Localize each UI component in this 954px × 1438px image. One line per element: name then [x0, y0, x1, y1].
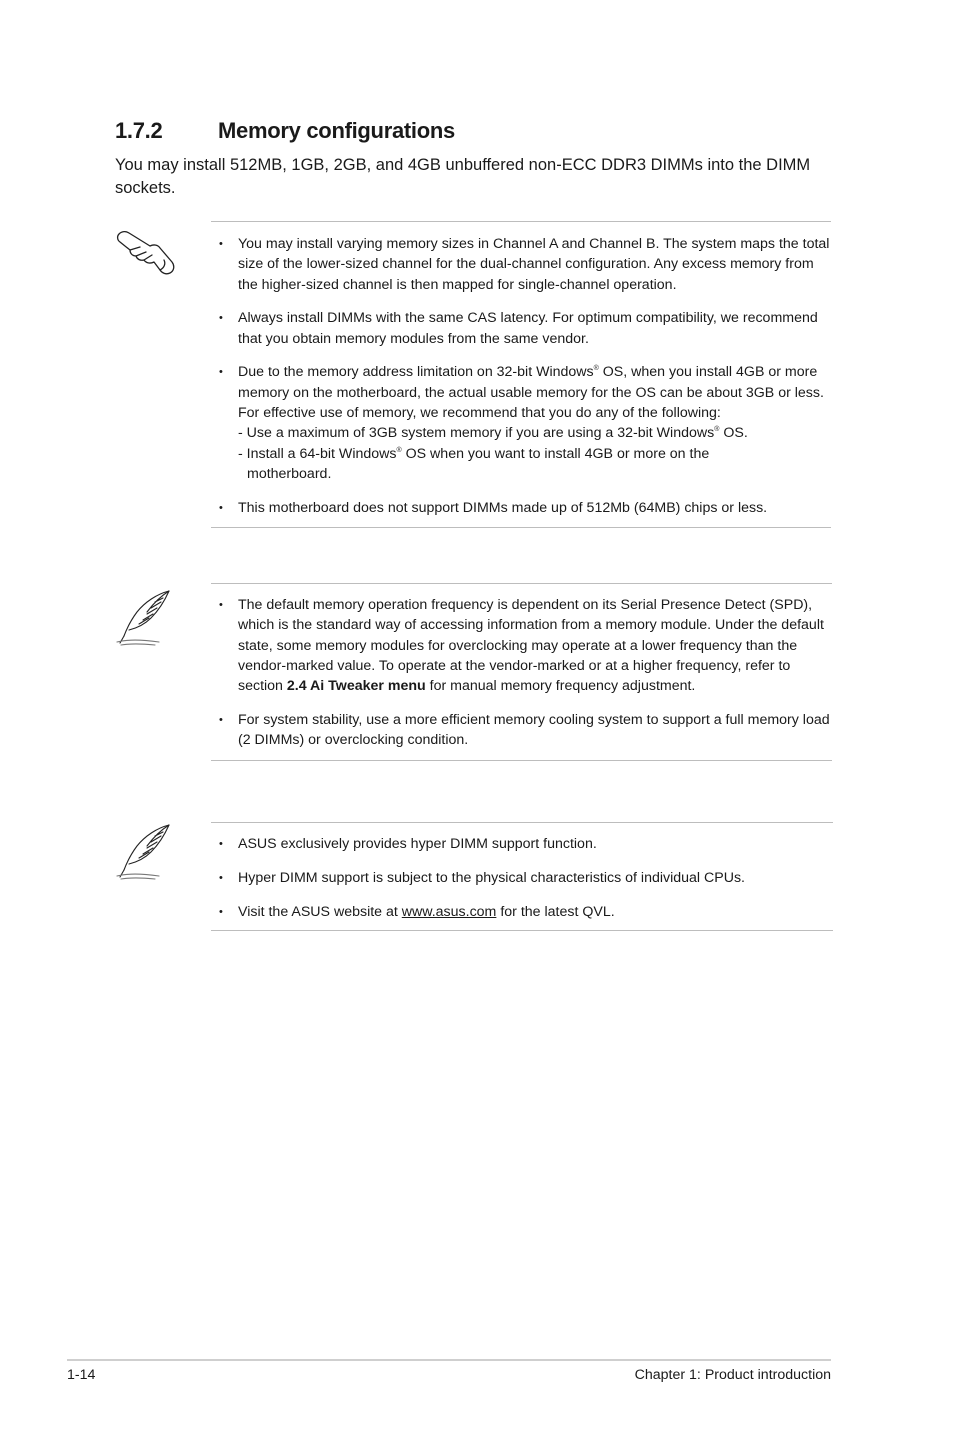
note-box	[211, 822, 833, 931]
note-item-text: The default memory operation frequency is dependent on its Serial Presence Detect (SPD), which is the standard way of accessing information from a memory module. Under the default state, some memory modules for overclocking may operate at a lower frequency than the vendor-marked value. To operate at the vendor-marked or at a higher frequency, refer to section	[238, 597, 824, 695]
section-number: 1.7.2	[115, 118, 163, 143]
bullet: •	[219, 713, 223, 726]
note-item-text: for the latest QVL.	[496, 903, 615, 920]
bullet: •	[219, 838, 223, 850]
section-reference: 2.4 Ai Tweaker menu	[286, 678, 426, 695]
bullet: •	[219, 501, 223, 514]
list-item	[211, 362, 831, 484]
sub-item	[238, 444, 831, 464]
list-item	[211, 710, 832, 751]
note-item-text: For system stability, use a more efficient memory cooling system to support a full memory load (2 DIMMs) or overclocking condition.	[238, 711, 830, 749]
sub-item-text: OS.	[719, 425, 748, 442]
intro-paragraph: You may install 512MB, 1GB, 2GB, and 4GB unbuffered non-ECC DDR3 DIMMs into the DIMM sockets.	[115, 156, 811, 197]
list-item	[211, 834, 833, 854]
footer-divider	[67, 1359, 831, 1361]
bullet: •	[219, 366, 223, 379]
list-item	[211, 902, 833, 922]
note-item-text: for manual memory frequency adjustment.	[425, 678, 696, 695]
sub-item-continuation: motherboard.	[247, 465, 332, 482]
registered-mark: ®	[714, 426, 720, 434]
quill-pen-icon	[115, 588, 175, 646]
list-item	[211, 308, 831, 349]
bullet: •	[219, 599, 223, 611]
caution-box	[211, 221, 831, 528]
quill-pen-icon	[115, 822, 175, 880]
list-item	[211, 595, 832, 696]
list-item	[211, 234, 831, 295]
bullet: •	[219, 905, 223, 918]
caution-item-text: Always install DIMMs with the same CAS latency. For optimum compatibility, we recommend that you obtain memory modules from the same vendor.	[238, 310, 818, 347]
note-box	[211, 583, 832, 761]
sub-item-text: - Install a 64-bit Windows	[238, 445, 397, 462]
note-item-text: Hyper DIMM support is subject to the physical characteristics of individual CPUs.	[238, 869, 746, 886]
sub-item-text: OS when you want to install 4GB or more on the	[401, 445, 710, 462]
sub-item-text: - Use a maximum of 3GB system memory if you are using a 32-bit Windows	[238, 425, 715, 442]
section-title: Memory configurations	[218, 118, 455, 143]
caution-item-text: This motherboard does not support DIMMs made up of 512Mb (64MB) chips or less.	[238, 499, 768, 516]
sub-item	[238, 423, 831, 443]
list-item	[211, 868, 833, 888]
section-heading	[115, 118, 455, 144]
caution-item-text: OS, when you install 4GB or more memory on the motherboard, the actual usable memory for the OS can be about 3GB or less. For effective use of memory, we recommend that you do any of the following:	[238, 364, 824, 422]
list-item	[211, 498, 831, 518]
registered-mark: ®	[593, 365, 599, 373]
bullet: •	[219, 312, 223, 325]
asus-website-link[interactable]: www.asus.com	[401, 903, 497, 920]
caution-item-text: Due to the memory address limitation on 32-bit Windows	[238, 364, 594, 381]
chapter-title: Chapter 1: Product introduction	[634, 1367, 831, 1383]
caution-item-text: You may install varying memory sizes in Channel A and Channel B. The system maps the total size of the lower-sized channel for the dual-channel configuration. Any excess memory from the higher-sized channel is then mapped for single-channel operation.	[238, 236, 830, 293]
bullet: •	[219, 871, 223, 884]
registered-mark: ®	[396, 446, 402, 454]
page-number: 1-14	[67, 1367, 96, 1383]
pointing-hand-icon	[116, 228, 178, 276]
note-item-text: Visit the ASUS website at	[238, 903, 402, 920]
note-item-text: ASUS exclusively provides hyper DIMM support function.	[238, 836, 597, 852]
bullet: •	[219, 238, 223, 250]
